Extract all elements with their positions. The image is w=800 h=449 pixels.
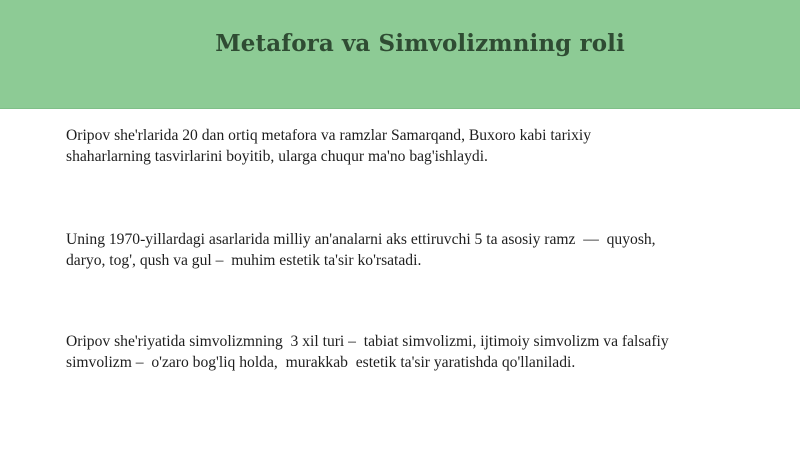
title-banner (0, 0, 800, 109)
paragraph-symbolism-types (66, 331, 766, 373)
paragraph-metaphors (66, 125, 766, 167)
paragraph-line: Oripov she'riyatida simvolizmning 3 xil turi – tabiat simvolizmi, ijtimoiy simvolizm va falsafiy (66, 333, 669, 350)
paragraph-symbols (66, 229, 766, 271)
paragraph-line: simvolizm – o'zaro bog'liq holda, murakkab estetik ta'sir yaratishda qo'llaniladi. (66, 354, 576, 371)
slide-title: Metafora va Simvolizmning roli (215, 30, 625, 57)
paragraph-line: Uning 1970-yillardagi asarlarida milliy an'analarni aks ettiruvchi 5 ta asosiy ramz — quyosh, (66, 231, 656, 248)
paragraph-line: shaharlarning tasvirlarini boyitib, ularga chuqur ma'no bag'ishlaydi. (66, 148, 488, 165)
paragraph-line: daryo, tog', qush va gul – muhim estetik ta'sir ko'rsatadi. (66, 252, 422, 269)
paragraph-line: Oripov she'rlarida 20 dan ortiq metafora va ramzlar Samarqand, Buxoro kabi tarixiy (66, 127, 592, 144)
